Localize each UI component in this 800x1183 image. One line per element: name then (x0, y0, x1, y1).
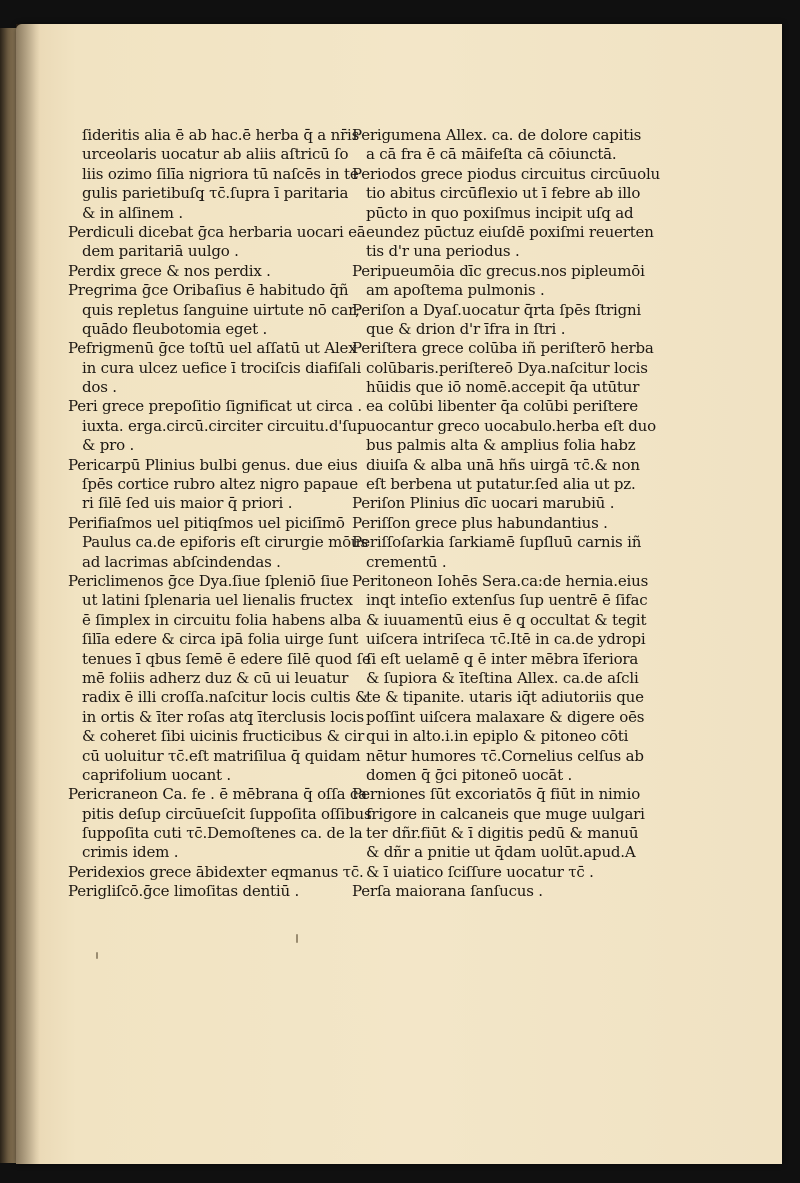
text-line: que & drion d'r īfra in ſtri . (366, 319, 566, 338)
text-line: dem paritariā uulgo . (82, 242, 239, 261)
text-line: poſſint uiſcera malaxare & digere oēs (366, 707, 645, 726)
text-line: tio abitus circūflexio ut ī febre ab illo (366, 184, 641, 203)
text-line: eundez pūctuz eiuſdē poxiſmi reuerten (366, 222, 654, 241)
text-line: liis ozimo ſilīa nigriora tū naſcēs in te (82, 164, 359, 183)
text-line: ut latini ſplenaria uel lienalis fructex (82, 591, 353, 610)
text-line: Peripueumōia dīc grecus.nos pipleumōi (352, 261, 645, 280)
text-line: & coheret ſibi uicinis fructicibus & cir (82, 727, 365, 746)
text-line: cū uoluitur τc̄.eſt matriſilua q̄ quidam (82, 746, 361, 765)
text-line: urceolaris uocatur ab aliis aſtricū ſo (82, 145, 349, 164)
text-line: diuiſa & alba unā hñs uirgā τc̄.& non (366, 455, 640, 474)
text-line: Perifiaſmos uel pitiqſmos uel piciſīmō (68, 513, 345, 532)
text-line: Peri grece prepoſitio ſignificat ut circa . (68, 397, 362, 416)
text-line: Perigliſcō.ḡce limoſitas dentiū . (68, 882, 300, 901)
text-line: radix ē illi croſſa.naſcitur locis cultis & (82, 688, 369, 707)
text-line: in ortis & īter roſas atq̧ īterclusis locis (82, 707, 364, 726)
text-line: & pro . (82, 436, 135, 455)
text-line: Periclimenos ḡce Dya.ſiue ſpleniō ſiue (68, 571, 349, 590)
text-line: Perſa maiorana ſanſucus . (352, 882, 543, 901)
text-line: ſuppoſita cuti τc̄.Demoſtenes ca. de la (82, 824, 363, 843)
right-text-column (352, 126, 661, 902)
text-line: tenues ī qbus ſemē ē edere ſilē quod ſe (82, 649, 371, 668)
text-line: uiſcera intriſeca τc̄.Itē in ca.de ydropi (366, 630, 646, 649)
text-line: & dñr a pnitie ut q̄dam uolūt.apud.A (366, 843, 636, 862)
text-line: domen q̄ ḡci pitoneō uocāt . (366, 765, 573, 784)
text-line: colūbaris.periſtereō Dya.naſcitur locis (366, 358, 648, 377)
text-line: uocantur greco uocabulo.herba eſt duo (366, 416, 656, 435)
text-line: Pefrigmenū ḡce toſtū uel aſſatū ut Alex (68, 339, 357, 358)
text-line: in cura ulcez uefice ī trociſcis diafiſali (82, 358, 362, 377)
text-line: tis d'r una periodus . (366, 242, 520, 261)
text-line: Periſtera grece colūba iñ periſterō herba (352, 339, 654, 358)
text-line: bus palmis alta & amplius folia habz (366, 436, 636, 455)
text-line: crementū . (366, 552, 447, 571)
text-line: ea colūbi libenter q̄a colūbi periſtere (366, 397, 638, 416)
text-line: caprifolium uocant . (82, 765, 232, 784)
text-line: qui in alto.i.in epiplo & pitoneo cōti (366, 727, 629, 746)
text-line: & ſupiora & īteſtina Allex. ca.de aſcli (366, 668, 639, 687)
text-line: crimis idem . (82, 843, 179, 862)
ink-mark (296, 934, 298, 943)
left-text-column (68, 126, 372, 902)
text-line: Pericarpū Plinius bulbi genus. due eius (68, 455, 358, 474)
text-line: Perdix grece & nos perdix . (68, 261, 271, 280)
text-line: ſpēs cortice rubro altez nigro papaue (82, 475, 358, 494)
text-line: Periſon Plinius dīc uocari marubiū . (352, 494, 615, 513)
text-line: Perniones ſūt excoriatōs q̄ fiūt in nimio (352, 785, 641, 804)
text-line: Perdiculi dicebat ḡca herbaria uocari eā (68, 222, 366, 241)
text-line: pūcto in quo poxiſmus incipit uſq̧ ad (366, 203, 634, 222)
text-line: ri ſilē ſed uis maior q̄ priori . (82, 494, 293, 513)
text-line: eſt berbena ut putatur.ſed alia ut pz. (366, 475, 636, 494)
text-line: ter dñr.fiūt & ī digitis pedū & manuū (366, 824, 639, 843)
text-line: Periſon a Dyaſ.uocatur q̄rta ſpēs ſtrigni (352, 300, 642, 319)
text-line: frigore in calcaneis que muge uulgari (366, 804, 645, 823)
text-line: quādo fleubotomia eget . (82, 319, 268, 338)
ink-mark (96, 952, 98, 959)
book-page (16, 24, 782, 1164)
text-line: inqt inteſio extenſus ſup uentrē ē ſifac (366, 591, 648, 610)
text-line: nētur humores τc̄.Cornelius celſus ab (366, 746, 644, 765)
text-line: ſi eſt uelamē q̧ ē inter mēbra īferiora (366, 649, 639, 668)
text-line: iuxta. erga.circū.circiter circuitu.d'ſup (82, 416, 367, 435)
text-line: Peridexios grece ābidexter eqmanus τc̄. (68, 862, 364, 881)
text-line: dos . (82, 378, 117, 397)
text-line: te & tipanite. utaris iq̄t adiutoriis que (366, 688, 644, 707)
text-line: mē foliis adherz duz & cū ui leuatur (82, 668, 349, 687)
text-line: ſideritis alia ē ab hac.ē herba q̄ a nr̄is (82, 126, 360, 144)
text-line: Periſſoſarkia ſarkiamē ſupſluū carnis iñ (352, 533, 642, 552)
text-line: am apoſtema pulmonis . (366, 281, 545, 300)
text-line: a cā fra ē cā māifeſta cā cōiunctā. (366, 145, 617, 164)
text-line: gulis parietibuſq̧ τc̄.ſupra ī paritaria (82, 184, 349, 203)
text-line: Periſſon grece plus habundantius . (352, 513, 608, 532)
text-line: & in alſinem . (82, 203, 183, 222)
text-line: ſilīa edere & circa ipā folia uirge ſunt (82, 630, 359, 649)
text-line: Peritoneon Iohēs Sera.ca:de hernia.eius (352, 571, 649, 590)
text-line: Perigumena Allex. ca. de dolore capitis (352, 126, 642, 144)
text-line: Pregrima ḡce Oribaſius ē habitudo q̄ñ (68, 281, 349, 300)
text-line: pitis deſup circūueſcit ſuppoſita oſſibus (82, 804, 372, 823)
text-line: ad lacrimas abſcindendas . (82, 552, 281, 571)
text-line: Pericraneon Ca. fe . ē mēbrana q̄ oſſa ca (68, 785, 367, 804)
text-line: & iuuamentū eius ē q̧ occultat & tegit (366, 610, 647, 629)
text-line: Paulus ca.de epiforis eſt cirurgie mōus (82, 533, 368, 552)
text-line: quis repletus ſanguine uirtute nō car; (82, 300, 360, 319)
text-line: & ī uiatico ſciſſure uocatur τc̄ . (366, 862, 594, 881)
gutter-shadow (16, 24, 40, 1164)
text-line: hūidis que iō nomē.accepit q̄a utūtur (366, 378, 640, 397)
text-line: ē ſimplex in circuitu folia habens alba (82, 610, 362, 629)
text-line: Periodos grece piodus circuitus circūuolu (352, 164, 661, 183)
